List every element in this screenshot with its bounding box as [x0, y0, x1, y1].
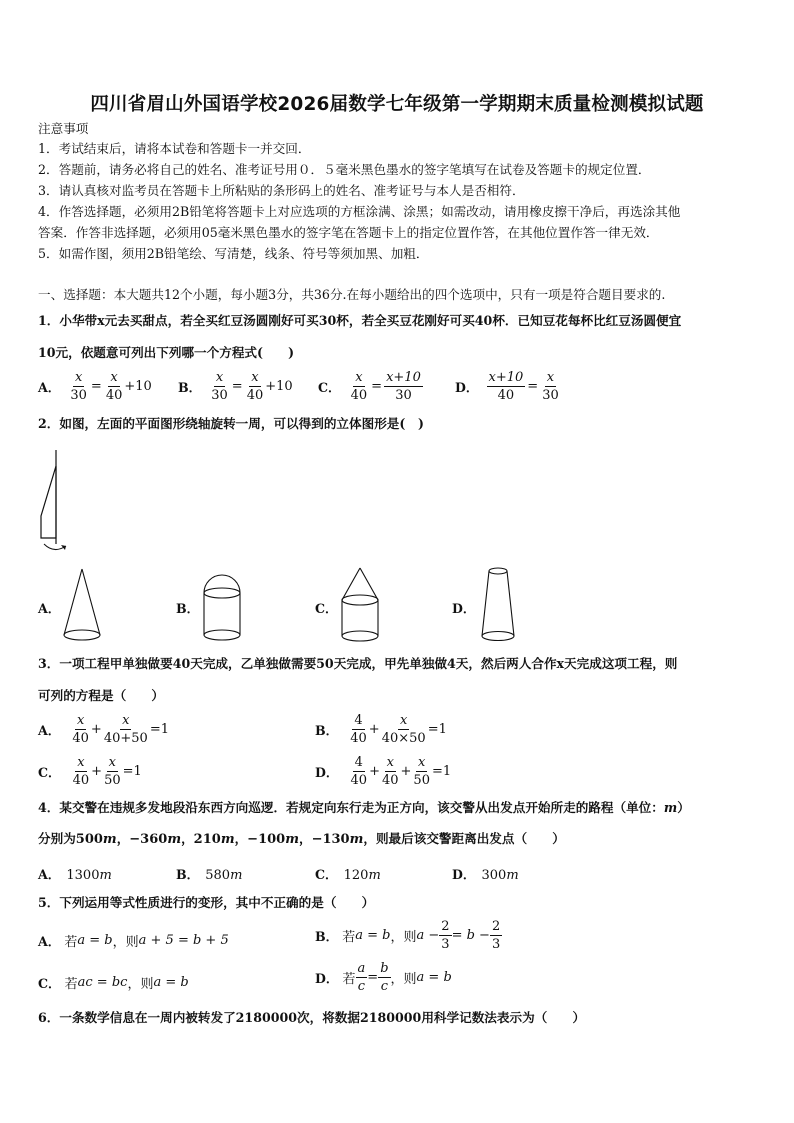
fraction: $\frac{x}{40\times 50}$: [381, 713, 426, 746]
option-label: D．: [455, 380, 479, 395]
rotation-figure: [30, 446, 90, 558]
arrowhead-icon: [61, 545, 66, 550]
q5-option-c[interactable]: C． 若 ac = bc ，则 a = b: [38, 975, 189, 992]
fraction: $\frac{x}{30}$: [211, 370, 228, 403]
option-label: B．: [178, 380, 202, 395]
notice-item-4: 4．作答选择题，必须用2B铅笔将答题卡上对应选项的方框涂满、涂黑；如需改动，请用橡皮擦干净后，再选涂其他: [38, 204, 681, 219]
option-label: A．: [38, 380, 61, 395]
q5-option-d[interactable]: D． 若 $\frac{a}{c}$ = $\frac{b}{c}$ ，则 a = b: [315, 961, 452, 994]
fraction: $\frac{2}{3}$: [441, 919, 450, 952]
fraction: $\frac{x}{40}$: [105, 370, 123, 403]
q3-option-b[interactable]: B． $\frac{4}{40}$ + $\frac{x}{40\times 50}$ =1: [315, 713, 447, 746]
fraction: $\frac{b}{c}$: [380, 961, 389, 994]
q3-stem: 3．一项工程甲单独做要40天完成，乙单独做需要50天完成，甲先单独做4天，然后两人合作x天完成这项工程，则: [38, 656, 678, 671]
fraction: $\frac{x}{40}$: [350, 370, 368, 403]
q4-option-c[interactable]: C． 120m: [315, 867, 381, 883]
cylinder-with-hemisphere-figure[interactable]: [198, 573, 246, 645]
q2-option-d-label[interactable]: D．: [452, 601, 476, 616]
q5-option-b[interactable]: B． 若 a = b ，则 a − $\frac{2}{3}$ = b − $\frac{2}{3}$: [315, 919, 501, 952]
q1-stem: 1．小华带x元去买甜点，若全买红豆汤圆刚好可买30杯，若全买豆花刚好可买40杯．已知豆花每杯比红豆汤圆便宜: [38, 313, 682, 328]
fraction: $\frac{x+10}{40}$: [488, 370, 524, 403]
section-heading: 一、选择题：本大题共12个小题，每小题3分，共36分.在每小题给出的四个选项中，只有一项是符合题目要求的.: [38, 287, 666, 302]
unit: m: [663, 800, 678, 815]
cone-figure[interactable]: [58, 567, 108, 645]
fraction: $\frac{x}{40}$: [246, 370, 264, 403]
q1-option-b[interactable]: B． $\frac{x}{30}$ = $\frac{x}{40}$ +10: [178, 370, 293, 403]
option-label: A．: [38, 723, 61, 738]
option-label: D．: [315, 765, 339, 780]
q3-option-a[interactable]: A． $\frac{x}{40}$ + $\frac{x}{40+50}$ =1: [38, 713, 169, 746]
q3-stem-cont: 可列的方程是（ ）: [38, 688, 164, 703]
fraction: $\frac{x}{40}$: [72, 713, 89, 746]
q3-option-c[interactable]: C． $\frac{x}{40}$ + $\frac{x}{50}$ =1: [38, 755, 142, 788]
fraction: $\frac{x+10}{30}$: [386, 370, 421, 403]
q1-option-d[interactable]: D． $\frac{x+10}{40}$ = $\frac{x}{30}$: [455, 370, 559, 403]
option-label: C．: [318, 380, 341, 395]
fraction: $\frac{x}{30}$: [70, 370, 87, 403]
notice-item-1: 1．考试结束后，请将本试卷和答题卡一并交回．: [38, 141, 311, 156]
page-title: 四川省眉山外国语学校2026届数学七年级第一学期期末质量检测模拟试题: [90, 94, 704, 115]
q5-stem: 5．下列运用等式性质进行的变形，其中不正确的是（ ）: [38, 895, 375, 910]
q2-option-c-label[interactable]: C．: [315, 601, 338, 616]
option-label: B．: [315, 723, 339, 738]
q2-stem: 2．如图，左面的平面图形绕轴旋转一周，可以得到的立体图形是( ): [38, 416, 424, 431]
q3-option-d[interactable]: D． $\frac{4}{40}$ + $\frac{x}{40}$ + $\frac{x}{50}$ =1: [315, 755, 452, 788]
plane-shape: [41, 466, 56, 538]
q5-option-a[interactable]: A． 若 a = b ，则 a + 5 = b + 5: [38, 933, 229, 950]
fraction: $\frac{x}{40}$: [381, 755, 399, 788]
fraction: $\frac{x}{50}$: [413, 755, 430, 788]
q4-option-b[interactable]: B． 580m: [176, 867, 243, 883]
fraction: $\frac{4}{40}$: [350, 755, 368, 788]
option-label: C．: [38, 765, 61, 780]
frustum-figure[interactable]: [474, 564, 522, 646]
cone-on-cylinder-figure[interactable]: [336, 566, 384, 646]
fraction: $\frac{a}{c}$: [357, 961, 366, 994]
fraction: $\frac{x}{40+50}$: [103, 713, 148, 746]
q4-option-d[interactable]: D． 300m: [452, 867, 519, 883]
fraction: $\frac{x}{40}$: [72, 755, 90, 788]
notice-item-4-cont: 答案．作答非选择题，必须用05毫米黑色墨水的签字笔在答题卡上的指定位置作答，在其他位置作答一律无效．: [38, 225, 659, 240]
q2-option-a-label[interactable]: A．: [38, 601, 61, 616]
notice-heading: 注意事项: [38, 121, 89, 136]
q6-stem: 6．一条数学信息在一周内被转发了2180000次，将数据2180000用科学记数法表示为（ ）: [38, 1010, 586, 1025]
q2-option-b-label[interactable]: B．: [176, 601, 200, 616]
q4-stem-cont: 分别为500m，−360m，210m，−100m，−130m，则最后该交警距离出发点（ ）: [38, 831, 565, 847]
q1-option-a[interactable]: A． $\frac{x}{30}$ = $\frac{x}{40}$ +10: [38, 370, 152, 403]
q4-option-a[interactable]: A． 1300m: [38, 867, 112, 883]
fraction: $\frac{2}{3}$: [491, 919, 501, 952]
notice-item-5: 5．如需作图，须用2B铅笔绘、写清楚，线条、符号等须加黑、加粗．: [38, 246, 429, 261]
fraction: $\frac{x}{30}$: [542, 370, 559, 403]
q1-option-c[interactable]: C． $\frac{x}{40}$ = $\frac{x+10}{30}$: [318, 370, 421, 403]
notice-item-3: 3．请认真核对监考员在答题卡上所粘贴的条形码上的姓名、准考证号与本人是否相符．: [38, 183, 525, 198]
fraction: $\frac{x}{50}$: [104, 755, 121, 788]
q4-stem: 4．某交警在违规多发地段沿东西方向巡逻．若规定向东行走为正方向，该交警从出发点开始所走的路程（单位：m）: [38, 800, 690, 815]
notice-item-2: 2．答题前，请务必将自己的姓名、准考证号用０．５毫米黑色墨水的签字笔填写在试卷及答题卡的规定位置．: [38, 162, 651, 177]
q1-stem-cont: 10元，依题意可列出下列哪一个方程式( ): [38, 345, 295, 360]
fraction: $\frac{4}{40}$: [350, 713, 367, 746]
